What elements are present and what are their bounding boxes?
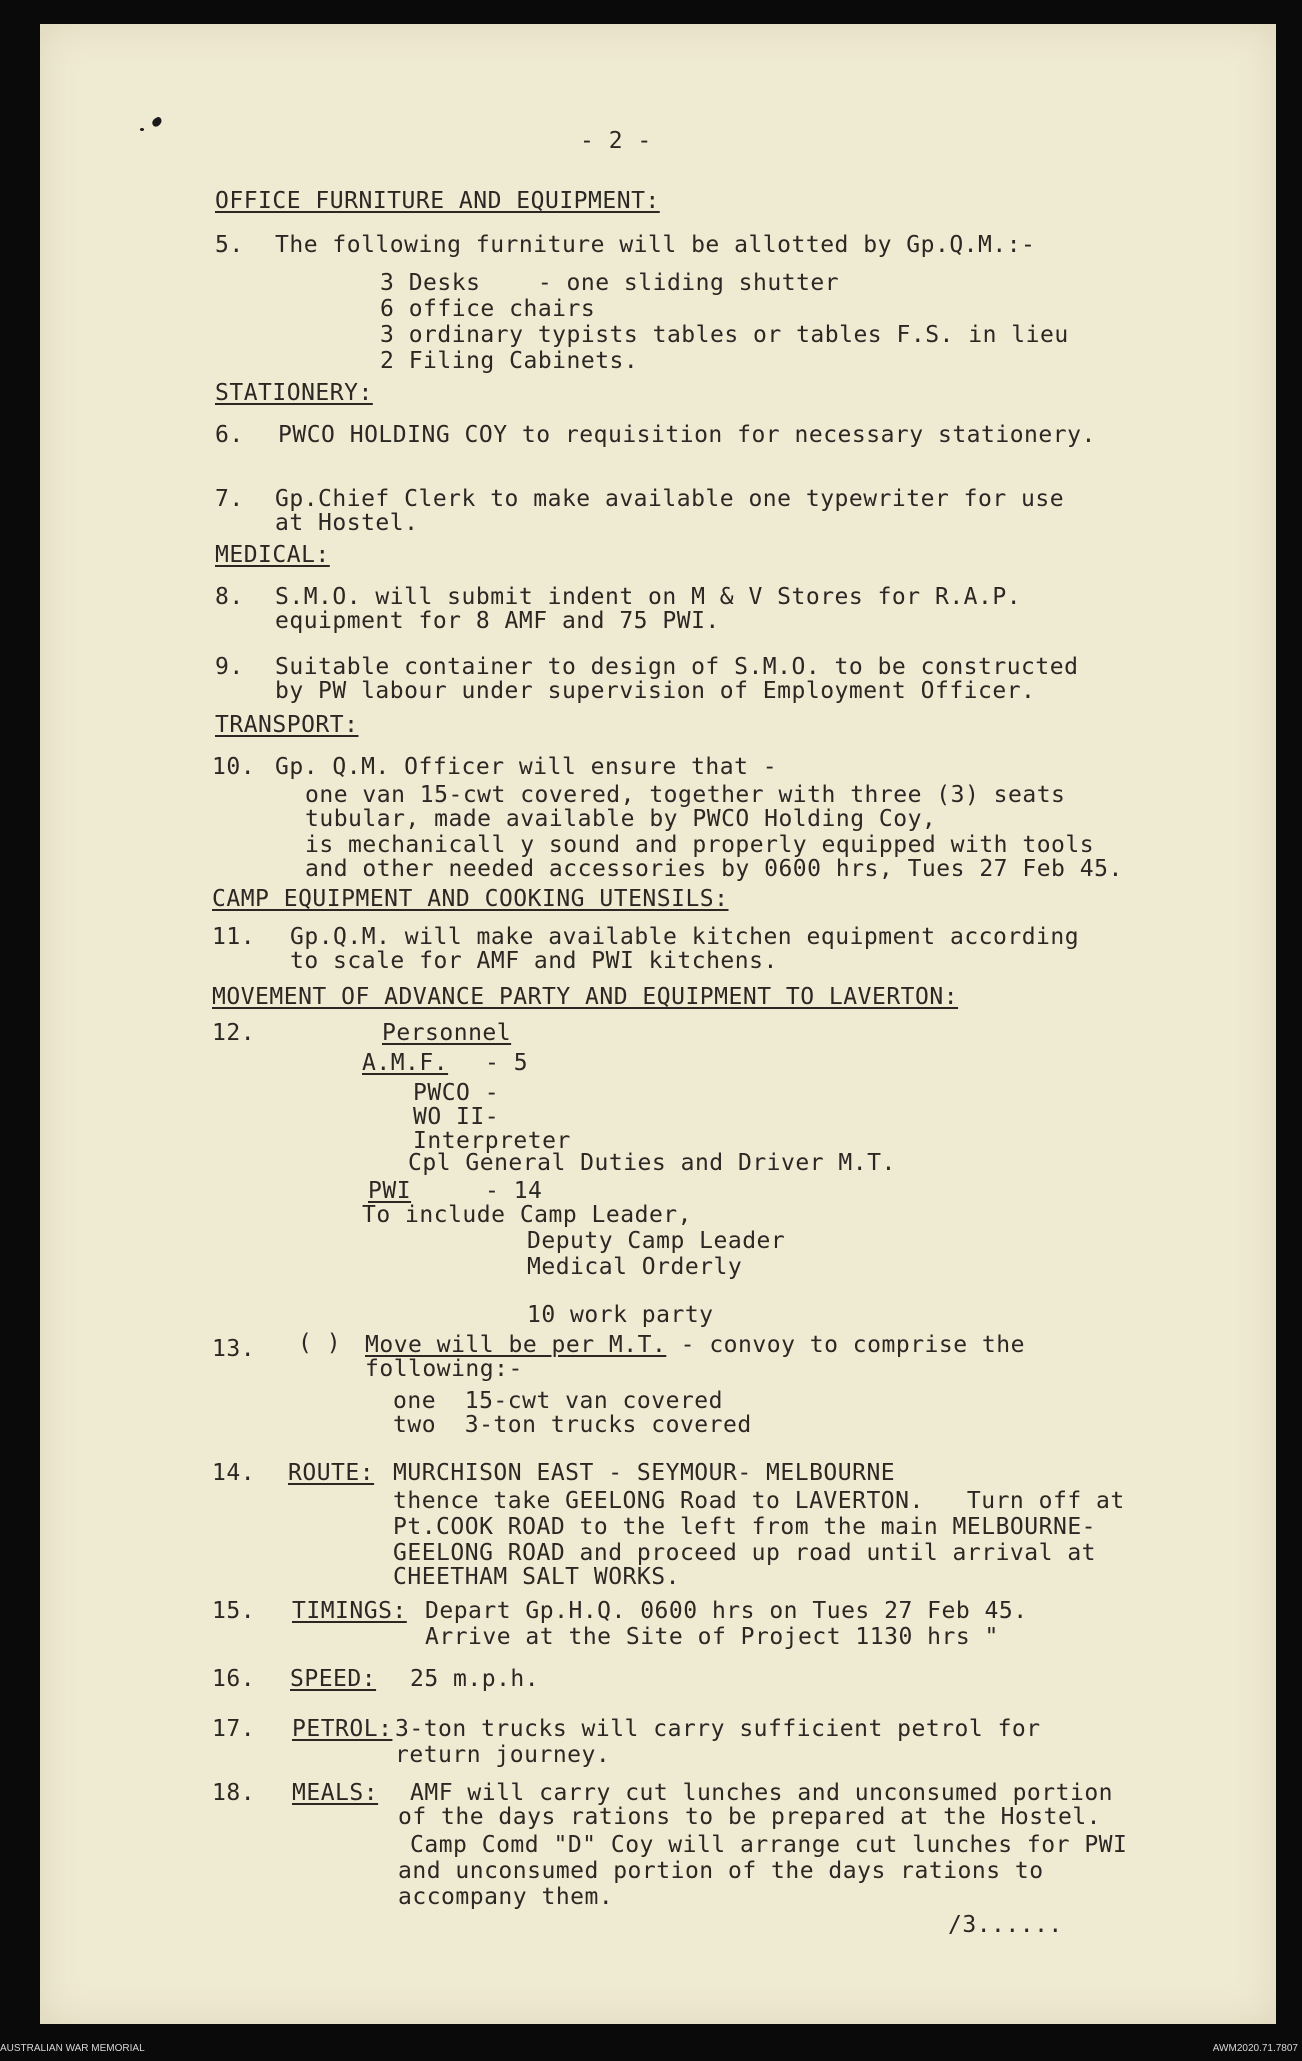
para-18-number: 18. <box>212 1780 256 1806</box>
heading-transport: TRANSPORT: <box>215 712 359 738</box>
para-5-number: 5. <box>215 232 244 258</box>
route-label: ROUTE: <box>288 1460 375 1486</box>
timings-line: Depart Gp.H.Q. 0600 hrs on Tues 27 Feb 45. <box>425 1598 1028 1624</box>
para-6-text: PWCO HOLDING COY to requisition for necessary stationery. <box>278 422 1096 448</box>
furniture-item: 2 Filing Cabinets. <box>380 348 639 374</box>
para-11-line: Gp.Q.M. will make available kitchen equipment according <box>290 924 1080 950</box>
include-line: To include Camp Leader, <box>362 1202 692 1228</box>
continuation-marker: /3...... <box>948 1912 1063 1938</box>
para-8-number: 8. <box>215 584 244 610</box>
convoy-item: two 3-ton trucks covered <box>393 1412 752 1438</box>
para-10-line: and other needed accessories by 0600 hrs, Tues 27 Feb 45. <box>305 856 1123 882</box>
para-12-number: 12. <box>212 1020 256 1046</box>
timings-label: TIMINGS: <box>292 1598 407 1624</box>
furniture-item: 3 ordinary typists tables or tables F.S. in lieu <box>380 322 1069 348</box>
heading-stationery: STATIONERY: <box>215 380 373 406</box>
convoy-item: one 15-cwt van covered <box>393 1388 723 1414</box>
meals-label: MEALS: <box>292 1780 379 1806</box>
heading-office-furniture: OFFICE FURNITURE AND EQUIPMENT: <box>215 188 660 214</box>
para-13-number: 13. <box>212 1336 256 1362</box>
meals-line: Camp Comd "D" Coy will arrange cut lunches for PWI <box>410 1832 1128 1858</box>
para-10-line: tubular, made available by PWCO Holding Coy, <box>305 806 937 832</box>
footer-left: AUSTRALIAN WAR MEMORIAL <box>0 2043 145 2054</box>
speed-value: 25 m.p.h. <box>410 1666 540 1692</box>
para-7-line: Gp.Chief Clerk to make available one typewriter for use <box>275 486 1065 512</box>
para-16-number: 16. <box>212 1666 256 1692</box>
furniture-item: 6 office chairs <box>380 296 596 322</box>
para-9-number: 9. <box>215 654 244 680</box>
para-10-line: Gp. Q.M. Officer will ensure that - <box>275 754 778 780</box>
furniture-item: 3 Desks - one sliding shutter <box>380 270 840 296</box>
para-11-line: to scale for AMF and PWI kitchens. <box>290 948 778 974</box>
ink-speck-small <box>140 128 144 131</box>
amf-label: A.M.F. <box>362 1050 449 1076</box>
para-9-line: by PW labour under supervision of Employment Officer. <box>275 678 1036 704</box>
heading-camp-equipment: CAMP EQUIPMENT AND COOKING UTENSILS: <box>212 886 729 912</box>
heading-medical: MEDICAL: <box>215 542 330 568</box>
para-13-line: following:- <box>365 1356 523 1382</box>
para-7-number: 7. <box>215 486 244 512</box>
para-8-line: S.M.O. will submit indent on M & V Stores for R.A.P. <box>275 584 1022 610</box>
para-7-line: at Hostel. <box>275 510 419 536</box>
amf-member: PWCO - <box>413 1080 500 1106</box>
page-number: - 2 - <box>580 128 652 154</box>
amf-member: WO II- <box>413 1104 500 1130</box>
speed-label: SPEED: <box>290 1666 377 1692</box>
timings-line: Arrive at the Site of Project 1130 hrs " <box>425 1624 999 1650</box>
para-10-line: is mechanicall y sound and properly equipped with tools <box>305 832 1095 858</box>
petrol-line: 3-ton trucks will carry sufficient petrol for <box>395 1716 1041 1742</box>
para-5-text: The following furniture will be allotted by Gp.Q.M.:- <box>275 232 1036 258</box>
route-line: MURCHISON EAST - SEYMOUR- MELBOURNE <box>393 1460 896 1486</box>
amf-member: Interpreter <box>413 1128 571 1154</box>
meals-line: and unconsumed portion of the days rations to <box>398 1858 1044 1884</box>
include-item: Medical Orderly <box>527 1254 743 1280</box>
para-14-number: 14. <box>212 1460 256 1486</box>
meals-line: accompany them. <box>398 1884 614 1910</box>
para-10-line: one van 15-cwt covered, together with three (3) seats <box>305 782 1066 808</box>
para-11-number: 11. <box>212 924 256 950</box>
include-item: Deputy Camp Leader <box>527 1228 786 1254</box>
amf-member: Cpl General Duties and Driver M.T. <box>408 1150 896 1176</box>
para-10-number: 10. <box>212 754 256 780</box>
heading-movement: MOVEMENT OF ADVANCE PARTY AND EQUIPMENT TO LAVERTON: <box>212 984 959 1010</box>
petrol-label: PETROL: <box>292 1716 393 1742</box>
para-13-mark: ( ) <box>298 1330 342 1356</box>
personnel-label: Personnel <box>382 1020 512 1046</box>
para-9-line: Suitable container to design of S.M.O. to be constructed <box>275 654 1079 680</box>
para-17-number: 17. <box>212 1716 256 1742</box>
work-party: 10 work party <box>527 1302 714 1328</box>
amf-count: - 5 <box>485 1050 529 1076</box>
para-15-number: 15. <box>212 1598 256 1624</box>
meals-line: of the days rations to be prepared at the Hostel. <box>398 1804 1102 1830</box>
route-line: CHEETHAM SALT WORKS. <box>393 1564 680 1590</box>
meals-line: AMF will carry cut lunches and unconsumed portion <box>410 1780 1114 1806</box>
para-8-line: equipment for 8 AMF and 75 PWI. <box>275 608 720 634</box>
route-line: Pt.COOK ROAD to the left from the main MELBOURNE- <box>393 1514 1097 1540</box>
pwi-label: PWI <box>368 1178 412 1204</box>
para-13-underlined: Move will be per M.T. <box>365 1332 667 1358</box>
route-line: GEELONG ROAD and proceed up road until arrival at <box>393 1540 1097 1566</box>
route-line: thence take GEELONG Road to LAVERTON. Turn off at <box>393 1488 1125 1514</box>
footer-right: AWM2020.71.7807 <box>1212 2043 1298 2054</box>
para-6-number: 6. <box>215 422 244 448</box>
para-13-rest: - convoy to comprise the <box>666 1332 1025 1358</box>
pwi-count: - 14 <box>485 1178 543 1204</box>
petrol-line: return journey. <box>395 1742 611 1768</box>
